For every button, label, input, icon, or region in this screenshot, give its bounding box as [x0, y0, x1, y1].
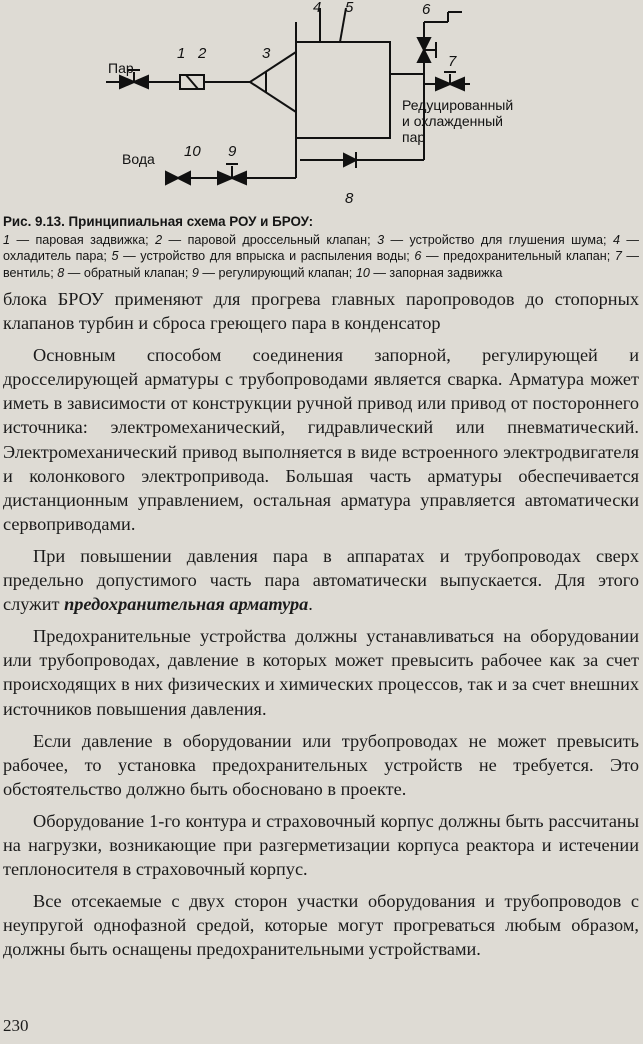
fig-num-10: 10 — [184, 143, 201, 160]
fig-label-water: Вода — [122, 151, 155, 167]
fig-num-4: 4 — [313, 0, 322, 16]
fig-num-3: 3 — [262, 45, 271, 62]
figure-caption-title: Рис. 9.13. Принципиальная схема РОУ и БРОУ: — [3, 214, 314, 229]
fig-label-steam: Пар — [108, 60, 134, 76]
legend-item: 10 — запорная задвижка — [355, 265, 503, 280]
fig-num-5: 5 — [345, 0, 354, 16]
legend-item: 9 — регулирующий клапан; — [191, 265, 356, 280]
fig-num-7: 7 — [448, 53, 457, 70]
page-number: 230 — [3, 1016, 29, 1035]
legend-item: 4 — охладитель пара; — [3, 233, 639, 264]
paragraph-7: Все отсекаемые с двух сторон участки оборудования и трубопроводов с неупругой однофазной средой, которые могут прогреваться любым образом, должны быть оснащены предохранительными устройствами. — [3, 891, 639, 960]
legend-item: 6 — предохранительный клапан; — [414, 249, 615, 264]
legend-item: 8 — обратный клапан; — [57, 265, 192, 280]
paragraph-2: Основным способом соединения запорной, регулирующей и дросселирующей арматуры с трубопроводами является сварка. Арматура может иметь в зависимости от конструкции ручной привод или привод от постороннего источника: электромеханический, гидравлический или пневматический. Электромеханический привод выполняется в виде встроенного электродвигателя и колонкового электропривода. Большая часть арматуры обеспечивается дистанционным управлением, остальная арматура управляется автоматически сервоприводами. — [3, 345, 639, 534]
legend-item: 3 — устройство для глушения шума; — [377, 233, 613, 248]
figure-caption — [3, 214, 639, 281]
paragraph-1: блока БРОУ применяют для прогрева главных паропроводов до стопорных клапанов турбин и сброса греющего пара в конденсатор — [3, 289, 639, 334]
legend-item: 2 — паровой дроссельный клапан; — [155, 233, 378, 248]
fig-num-6: 6 — [422, 1, 431, 18]
paragraph-4: Предохранительные устройства должны устанавливаться на оборудовании или трубопроводах, давление в которых может превысить рабочее как за счет происходящих в них физических и химических процессов, так и за счет внешних источников повышения давления. — [3, 626, 639, 719]
paragraph-5: Если давление в оборудовании или трубопроводах не может превысить рабочее, то установка предохранительных устройств не требуется. Это обстоятельство должно быть обосновано в проекте. — [3, 730, 639, 799]
main-body-text — [3, 287, 639, 969]
schematic-drawing — [0, 0, 643, 215]
fig-num-9: 9 — [228, 143, 237, 160]
legend-item: 1 — паровая задвижка; — [3, 233, 156, 248]
paragraph-3: При повышении давления пара в аппаратах и трубопроводах сверх предельно допустимого часть пара автоматически выпускается. Для этого служит предохранительная арматура. — [3, 545, 639, 615]
fig-label-reduced-2: и охлажденный — [402, 113, 503, 129]
fig-label-reduced-3: пар — [402, 129, 426, 145]
fig-num-1: 1 — [177, 45, 186, 62]
rou-broi-schematic — [0, 0, 643, 215]
legend-item: 5 — устройство для впрыска и распыления воды; — [111, 249, 415, 264]
fig-num-2: 2 — [198, 45, 207, 62]
paragraph-6: Оборудование 1-го контура и страховочный корпус должны быть рассчитаны на нагрузки, возникающие при разгерметизации корпуса реактора и истечении теплоносителя в страховочный корпус. — [3, 810, 639, 880]
fig-num-8: 8 — [345, 190, 354, 207]
fig-label-reduced-1: Редуцированный — [402, 97, 514, 113]
term-safety-fittings: предохранительная арматура — [64, 594, 309, 615]
legend-item: 7 — вентиль; — [3, 249, 640, 280]
figure-legend — [3, 232, 639, 281]
